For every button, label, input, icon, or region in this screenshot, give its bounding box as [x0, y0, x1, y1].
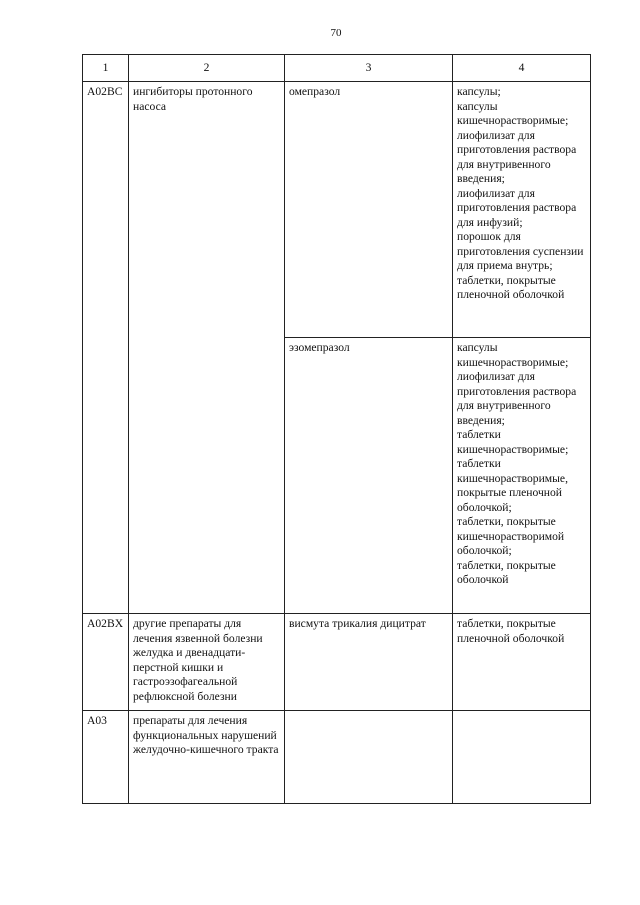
dosage-form: таблетки, покрытые оболочкой: [457, 558, 556, 586]
dosage-forms-cell: [453, 82, 591, 338]
group-cell: другие препараты для лечения язвенной болезни желудка и двенадцати-перстной кишки и гастроэзофагеальной рефлюксной болезни: [129, 614, 285, 711]
header-row: [83, 55, 591, 82]
table-row: [83, 614, 591, 711]
dosage-form: таблетки, покрытые пленочной оболочкой: [457, 273, 565, 301]
dosage-forms-cell: [453, 614, 591, 711]
table-row: [83, 82, 591, 338]
dosage-forms-cell: [453, 338, 591, 614]
header-col-4: 4: [453, 55, 591, 82]
dosage-form: лиофилизат для приготовления раствора для внутривенного введения;: [457, 370, 577, 427]
dosage-form: таблетки кишечнорастворимые;: [457, 428, 569, 456]
group-cell: ингибиторы протонного насоса: [129, 82, 285, 614]
table-row: [83, 711, 591, 804]
drug-name-cell: висмута трикалия дицитрат: [285, 614, 453, 711]
drug-name-cell: [285, 711, 453, 804]
group-cell: препараты для лечения функциональных нарушений желудочно-кишечного тракта: [129, 711, 285, 804]
header-col-2: 2: [129, 55, 285, 82]
dosage-form: лиофилизат для приготовления раствора для внутривенного введения;: [457, 128, 577, 185]
drug-name-cell: омепразол: [285, 82, 453, 338]
header-col-1: 1: [83, 55, 129, 82]
dosage-form: капсулы кишечнорастворимые;: [457, 341, 569, 369]
atc-code-cell: A03: [83, 711, 129, 804]
header-col-3: 3: [285, 55, 453, 82]
dosage-form: капсулы кишечнорастворимые;: [457, 99, 569, 127]
atc-code-cell: A02BC: [83, 82, 129, 614]
dosage-form: капсулы;: [457, 85, 501, 98]
dosage-form: порошок для приготовления суспензии для приема внутрь;: [457, 230, 584, 272]
drug-name-cell: эзомепразол: [285, 338, 453, 614]
page-number: 70: [330, 27, 342, 39]
medicines-table: [82, 54, 591, 804]
dosage-form: таблетки, покрытые кишечнорастворимой оболочкой;: [457, 515, 565, 557]
dosage-forms-cell: [453, 711, 591, 804]
dosage-form: таблетки кишечнорастворимые, покрытые пленочной оболочкой;: [457, 457, 568, 514]
atc-code-cell: A02BX: [83, 614, 129, 711]
dosage-form: лиофилизат для приготовления раствора для инфузий;: [457, 186, 577, 229]
dosage-form: таблетки, покрытые пленочной оболочкой: [457, 617, 565, 645]
